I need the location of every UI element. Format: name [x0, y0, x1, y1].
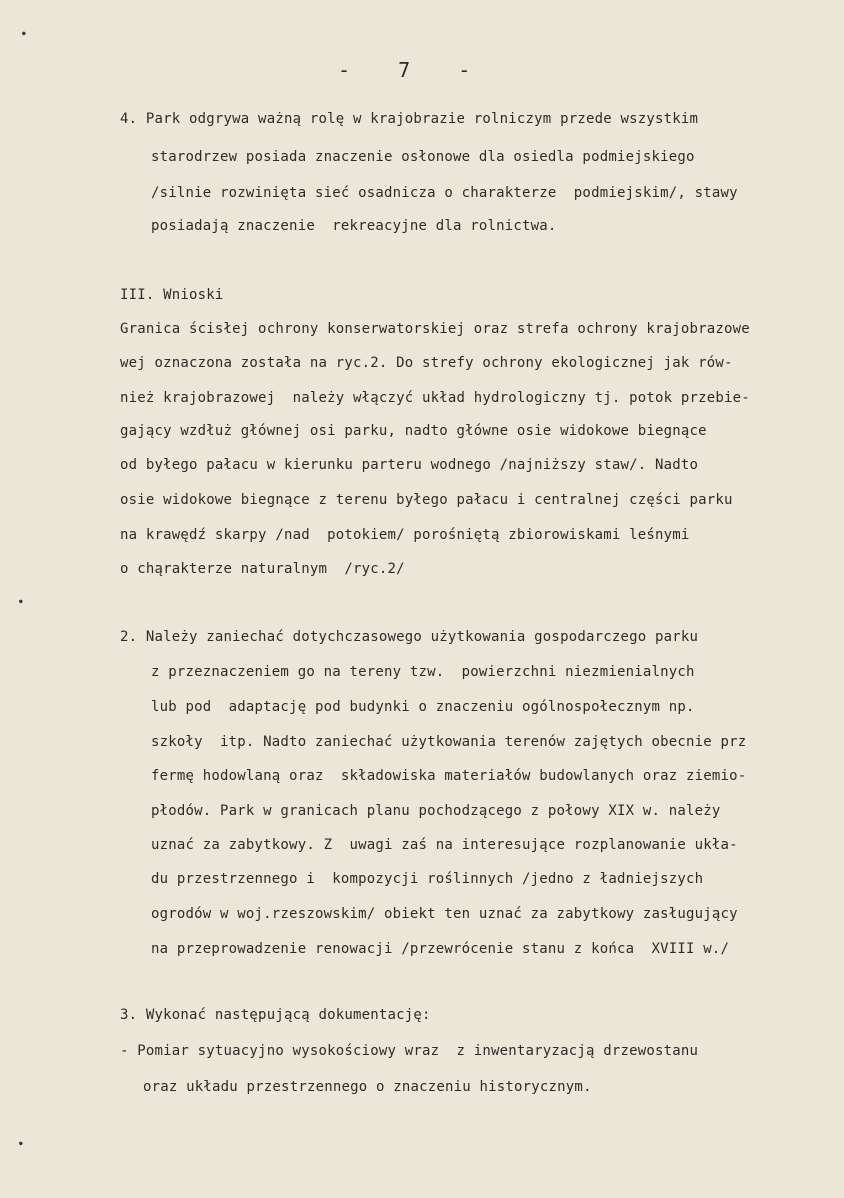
punch-mark-bottom: ● — [19, 1140, 23, 1147]
conclusion-line3: nież krajobrazowej należy włączyć układ hydrologiczny tj. potok przebie- — [120, 390, 750, 406]
point2-line2: z przeznaczeniem go na tereny tzw. powierzchni niezmienialnych — [151, 664, 695, 680]
point2-line10: na przeprowadzenie renowacji /przewrócenie stanu z końca XVIII w./ — [151, 941, 730, 957]
point2-line5: fermę hodowlaną oraz składowiska materiałów budowlanych oraz ziemio- — [151, 768, 747, 784]
point3-line1: 3. Wykonać następującą dokumentację: — [120, 1007, 431, 1023]
conclusion-line5: od byłego pałacu w kierunku parteru wodnego /najniższy staw/. Nadto — [120, 457, 699, 473]
point2-line9: ogrodów w woj.rzeszowskim/ obiekt ten uznać za zabytkowy zasługujący — [151, 906, 738, 922]
point4-line4: posiadają znaczenie rekreacyjne dla rolnictwa. — [151, 218, 557, 234]
conclusion-line7: na krawędź skarpy /nad potokiem/ porośniętą zbiorowiskami leśnymi — [120, 527, 690, 543]
point3-line2: - Pomiar sytuacyjno wysokościowy wraz z inwentaryzacją drzewostanu — [120, 1043, 699, 1059]
point2-line3: lub pod adaptację pod budynki o znaczeniu ogólnospołecznym np. — [151, 699, 695, 715]
point4-line3: /silnie rozwinięta sieć osadnicza o charakterze podmiejskim/, stawy — [151, 185, 738, 201]
point2-line1: 2. Należy zaniechać dotychczasowego użytkowania gospodarczego parku — [120, 629, 699, 645]
point2-line4: szkoły itp. Nadto zaniechać użytkowania terenów zajętych obecnie prz — [151, 734, 747, 750]
punch-mark-middle: ● — [19, 598, 23, 605]
conclusion-line2: wej oznaczona została na ryc.2. Do strefy ochrony ekologicznej jak rów- — [120, 355, 733, 371]
point2-line6: płodów. Park w granicach planu pochodzącego z połowy XIX w. należy — [151, 803, 721, 819]
section-heading: III. Wnioski — [120, 287, 224, 303]
point2-line8: du przestrzennego i kompozycji roślinnych /jedno z ładniejszych — [151, 871, 704, 887]
page-number: - 7 - — [338, 58, 479, 82]
point4-line2: starodrzew posiada znaczenie osłonowe dla osiedla podmiejskiego — [151, 149, 695, 165]
point4-line1: 4. Park odgrywa ważną rolę w krajobrazie rolniczym przede wszystkim — [120, 111, 699, 127]
conclusion-line4: gający wzdłuż głównej osi parku, nadto główne osie widokowe biegnące — [120, 423, 707, 439]
conclusion-line1: Granica ścisłej ochrony konserwatorskiej oraz strefa ochrony krajobrazowe — [120, 321, 750, 337]
conclusion-line6: osie widokowe biegnące z terenu byłego pałacu i centralnej części parku — [120, 492, 733, 508]
point3-line3: oraz układu przestrzennego o znaczeniu historycznym. — [143, 1079, 592, 1095]
conclusion-line8: o chąrakterze naturalnym /ryc.2/ — [120, 561, 405, 577]
point2-line7: uznać za zabytkowy. Z uwagi zaś na interesujące rozplanowanie ukła- — [151, 837, 738, 853]
punch-mark-top: ● — [22, 30, 26, 37]
